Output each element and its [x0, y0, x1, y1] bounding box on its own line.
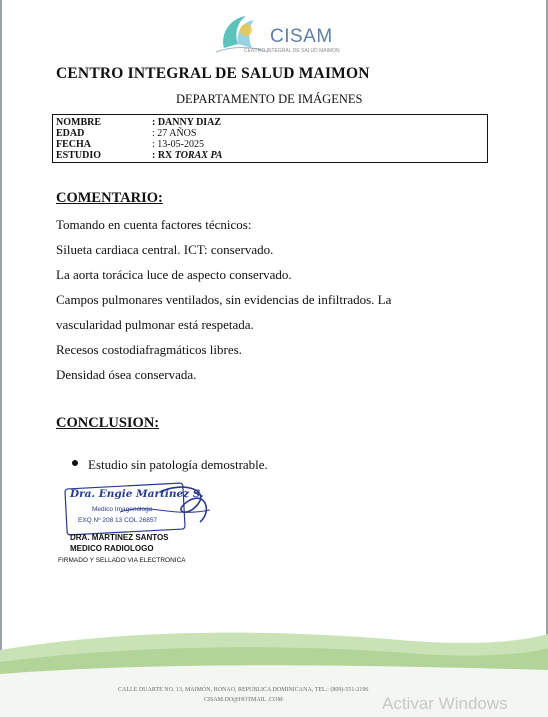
signature-stamp	[60, 482, 220, 538]
date-value: : 13-05-2025	[152, 139, 204, 150]
name-value: : DANNY DIAZ	[152, 117, 222, 128]
study-label: ESTUDIO	[56, 150, 102, 161]
cisam-logo	[212, 8, 342, 60]
stamp-name: Dra. Engie Martinez S.	[70, 488, 204, 500]
department-title: DEPARTAMENTO DE IMÁGENES	[176, 92, 363, 106]
name-label: NOMBRE	[56, 117, 101, 128]
stamp-license: EXQ Nº 208 13 COL 26857	[78, 517, 158, 524]
comment-line: Silueta cardiaca central. ICT: conservado.	[56, 242, 274, 257]
comment-line: La aorta torácica luce de aspecto conservado.	[56, 267, 292, 282]
activation-watermark: Activar Windows	[382, 694, 508, 713]
comment-line: vascularidad pulmonar está respetada.	[56, 317, 254, 332]
comment-line: Recesos costodiafragmáticos libres.	[56, 342, 242, 357]
logo-tagline: CENTRO INTEGRAL DE SALUD MAIMON	[244, 48, 340, 54]
patient-info-box	[52, 114, 488, 163]
date-label: FECHA	[56, 139, 91, 150]
logo-name: CISAM	[270, 26, 333, 47]
footer-email[interactable]: CISAM.DO@HOTMAIL .COM	[204, 697, 283, 703]
age-label: EDAD	[56, 128, 85, 139]
page-title: CENTRO INTEGRAL DE SALUD MAIMON	[56, 65, 370, 82]
stamp-role: Medico Imagenologo	[92, 506, 153, 513]
comment-title: COMENTARIO:	[56, 190, 163, 206]
bullet-icon	[72, 460, 78, 466]
signer-name: DRA. MARTINEZ SANTOS	[70, 533, 169, 542]
study-value-wrap	[152, 150, 222, 162]
signer-role: MEDICO RADIOLOGO	[70, 544, 154, 553]
comment-line: Tomando en cuenta factores técnicos:	[56, 217, 252, 232]
info-row-study	[56, 150, 486, 162]
signature-note: FIRMADO Y SELLADO VIA ELECTRONICA	[58, 557, 186, 564]
comment-line: Campos pulmonares ventilados, sin evidencias de infiltrados. La	[56, 292, 392, 307]
age-value: : 27 AÑOS	[152, 128, 197, 139]
conclusion-item: Estudio sin patología demostrable.	[88, 457, 268, 472]
conclusion-title: CONCLUSION:	[56, 415, 160, 431]
study-value: TORAX PA	[174, 150, 223, 161]
comment-line: Densidad ósea conservada.	[56, 367, 197, 382]
footer-address: CALLE DUARTE NO. 13, MAIMÓN, BONAO, REPUBLICA DOMINICANA, TEL.: (809)-551-2196	[118, 687, 369, 693]
study-prefix: : RX	[152, 150, 175, 161]
